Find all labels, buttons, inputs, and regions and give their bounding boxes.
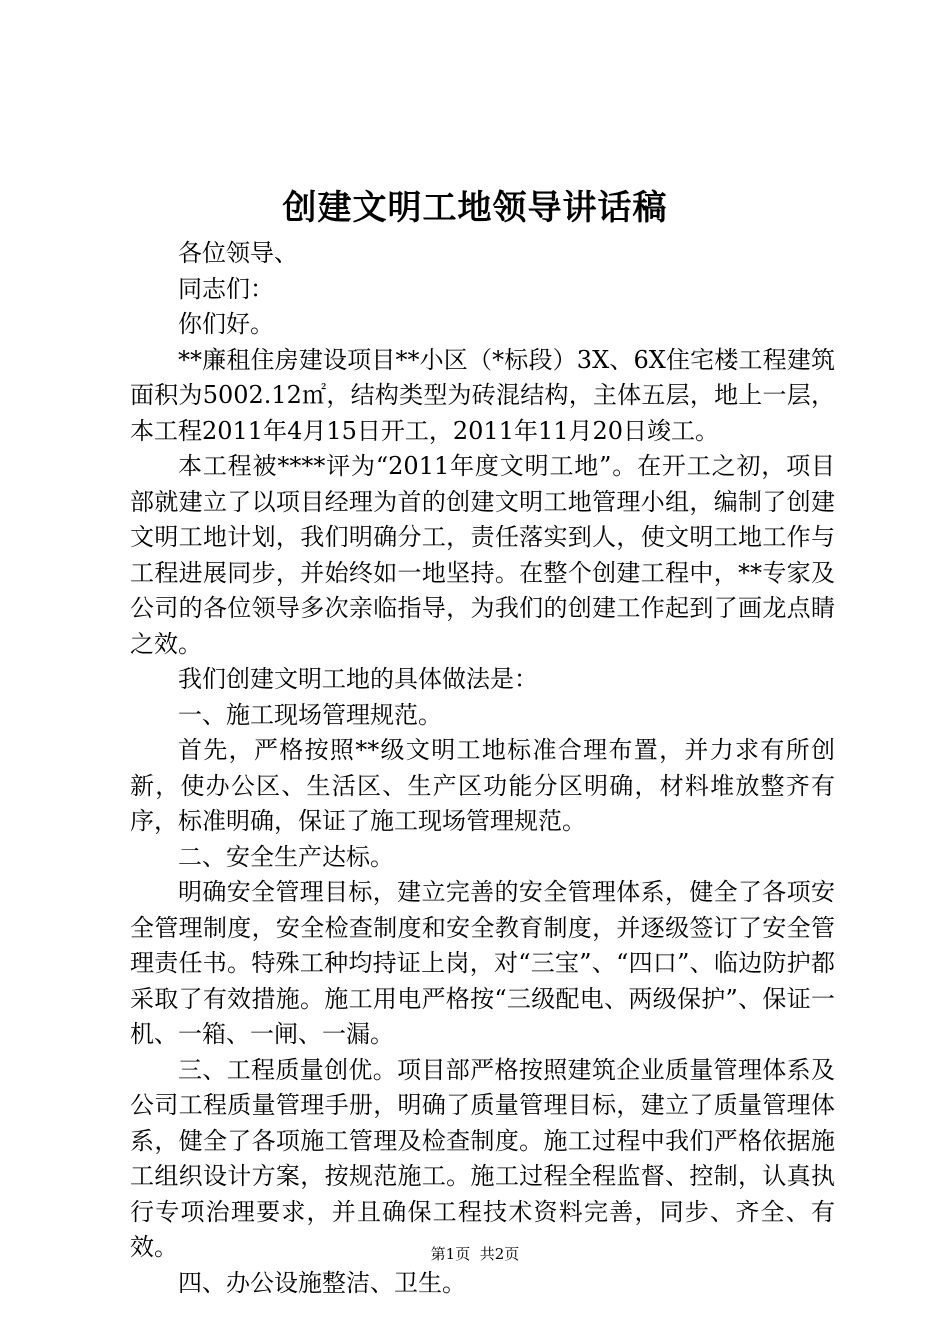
document-title: 创建文明工地领导讲话稿 xyxy=(282,188,668,228)
section-heading-safety: 二、安全生产达标。 xyxy=(178,842,394,871)
section-heading-site-management: 一、施工现场管理规范。 xyxy=(178,700,442,729)
page-number: 第1页 xyxy=(430,1245,471,1263)
paragraph-methods-intro: 我们创建文明工地的具体做法是： xyxy=(178,665,538,693)
page-footer xyxy=(0,1244,950,1264)
document-body xyxy=(130,236,835,1301)
paragraph-award: 本工程被****评为“2011年度文明工地”。在开工之初，项目部就建立了以项目经理为首的创建文明工地管理小组，编制了创建文明工地计划，我们明确分工，责任落实到人，使文明工地工作与工程进展同步，并始终如一地坚持。在整个创建工程中，**专家及公司的各位领导多次亲临指导，为我们的创建工作起到了画龙点睛之效。 xyxy=(130,452,835,658)
paragraph-greeting-leaders: 各位领导、 xyxy=(178,239,298,267)
page-total: 共2页 xyxy=(479,1245,520,1263)
paragraph-project-overview: **廉租住房建设项目**小区（*标段）3X、6X住宅楼工程建筑面积为5002.12㎡，结构类型为砖混结构，主体五层，地上一层，本工程2011年4月15日开工，2011年11月20日竣工。 xyxy=(130,345,835,445)
paragraph-hello: 你们好。 xyxy=(178,310,274,338)
paragraph-quality: 三、工程质量创优。项目部严格按照建筑企业质量管理体系及公司工程质量管理手册，明确了质量管理目标，建立了质量管理体系，健全了各项施工管理及检查制度。施工过程中我们严格依据施工组织设计方案，按规范施工。施工过程全程监督、控制，认真执行专项治理要求，并且确保工程技术资料完善，同步、齐全、有效。 xyxy=(130,1055,835,1261)
paragraph-safety: 明确安全管理目标，建立完善的安全管理体系，健全了各项安全管理制度，安全检查制度和安全教育制度，并逐级签订了安全管理责任书。特殊工种均持证上岗，对“三宝”、“四口”、临边防护都采取了有效措施。施工用电严格按“三级配电、两级保护”、保证一机、一箱、一闸、一漏。 xyxy=(130,878,835,1048)
paragraph-site-management: 首先，严格按照**级文明工地标准合理布置，并力求有所创新，使办公区、生活区、生产区功能分区明确，材料堆放整齐有序，标准明确，保证了施工现场管理规范。 xyxy=(130,736,835,835)
paragraph-greeting-comrades: 同志们： xyxy=(178,274,274,303)
section-heading-office: 四、办公设施整洁、卫生。 xyxy=(178,1268,466,1297)
